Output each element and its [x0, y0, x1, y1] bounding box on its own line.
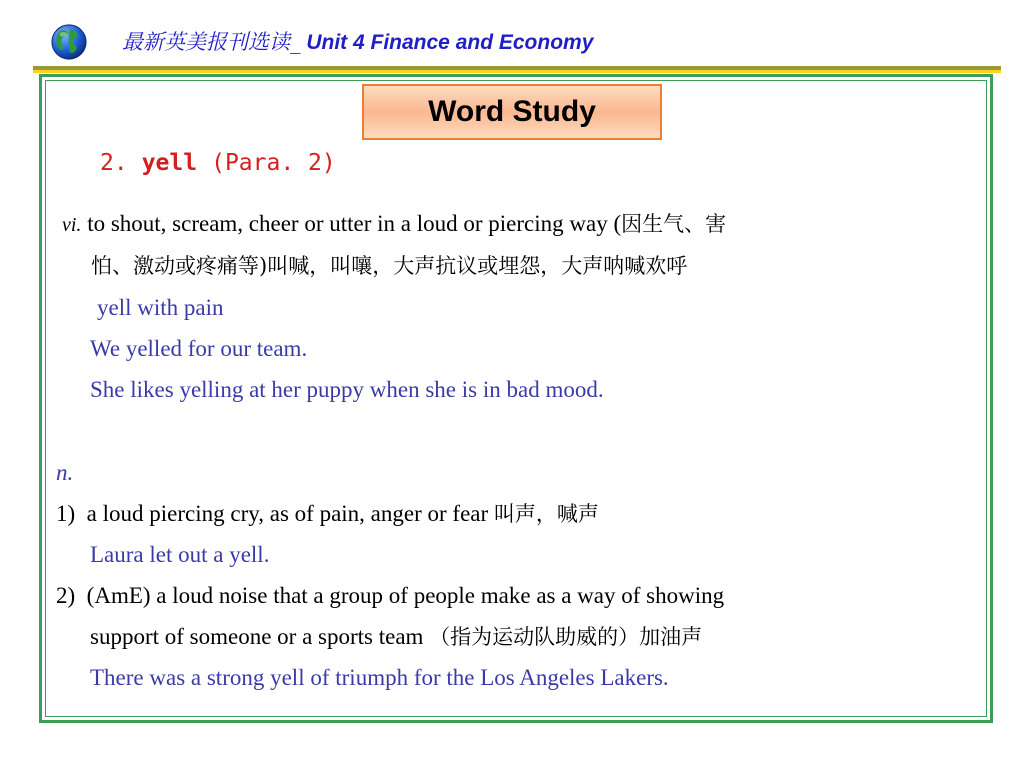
noun-sense1-example: Laura let out a yell. [90, 542, 270, 567]
noun-sense1-zh: 叫声，喊声 [493, 502, 599, 526]
verb-example-2: We yelled for our team. [90, 336, 308, 361]
header-rule-yellow [33, 70, 1001, 73]
globe-icon [50, 23, 88, 61]
noun-sense1 [56, 500, 599, 528]
verb-def-en: to shout, scream, cheer or utter in a loud or piercing way ( [81, 211, 622, 236]
noun-sense2-text1: (AmE) a loud noise that a group of people make as a way of showing [86, 583, 725, 608]
header-title-en: Unit 4 Finance and Economy [300, 31, 594, 54]
section-title-box [362, 84, 662, 140]
noun-sense2-line1 [56, 582, 724, 610]
verb-example-1: yell with pain [97, 295, 224, 320]
noun-sense2-text2-zh: （指为运动队助威的）加油声 [429, 625, 703, 649]
entry-para: (Para. 2) [211, 150, 336, 176]
noun-sense2-number: 2) [56, 583, 76, 608]
header-title [122, 26, 593, 56]
noun-sense2-text2-en: support of someone or a sports team [90, 624, 430, 649]
verb-example-3: She likes yelling at her puppy when she is in bad mood. [90, 377, 604, 402]
noun-sense2-line2 [90, 623, 702, 651]
verb-definition-line2: 怕、激动或疼痛等)叫喊，叫嚷，大声抗议或埋怨，大声呐喊欢呼 [91, 254, 688, 278]
verb-def-zh-1: 因生气、害 [621, 212, 727, 236]
verb-definition-line1 [62, 210, 726, 239]
entry-word: yell [141, 150, 198, 176]
entry-title [100, 150, 336, 176]
noun-sense2-example: There was a strong yell of triumph for the Los Angeles Lakers. [90, 665, 669, 690]
section-title: Word Study [428, 95, 596, 128]
header-title-zh: 最新英美报刊选读_ [122, 30, 301, 54]
noun-sense1-number: 1) [56, 501, 76, 526]
entry-number: 2. [100, 150, 128, 176]
noun-sense1-en: a loud piercing cry, as of pain, anger or fear [86, 501, 494, 526]
verb-pos: vi. [62, 214, 82, 236]
noun-pos: n. [56, 460, 74, 485]
